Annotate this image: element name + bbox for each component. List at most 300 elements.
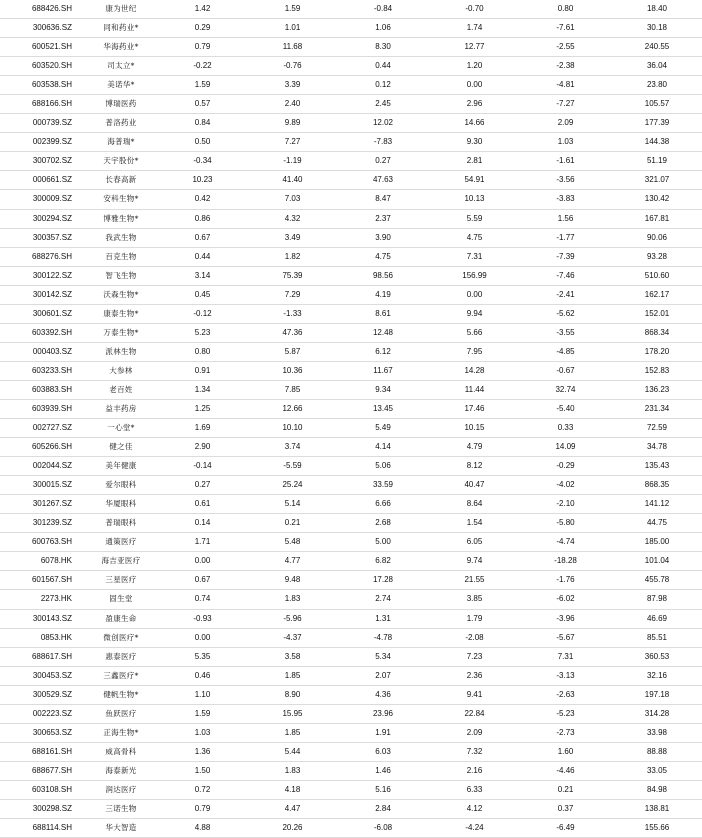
table-row — [0, 266, 702, 285]
value-cell: 1.74 — [430, 19, 519, 38]
value-cell: 9.48 — [249, 571, 336, 590]
value-cell: -3.56 — [519, 171, 612, 190]
table-row — [0, 342, 702, 361]
value-cell: 4.18 — [249, 780, 336, 799]
value-cell: 1.85 — [249, 666, 336, 685]
table-row — [0, 171, 702, 190]
table-row — [0, 380, 702, 399]
value-cell: 4.47 — [249, 799, 336, 818]
value-cell: 7.95 — [430, 342, 519, 361]
company-name-cell: 智飞生物 — [86, 266, 156, 285]
value-cell: 10.23 — [156, 171, 249, 190]
company-name-cell: 三诺生物 — [86, 799, 156, 818]
company-name-cell: 普洛药业 — [86, 114, 156, 133]
value-cell: 0.00 — [430, 76, 519, 95]
value-cell: 5.59 — [430, 209, 519, 228]
company-name-cell: 万泰生物* — [86, 323, 156, 342]
value-cell: 3.39 — [249, 76, 336, 95]
value-cell: -7.61 — [519, 19, 612, 38]
value-cell: 0.50 — [156, 133, 249, 152]
company-name-cell: 百克生物 — [86, 247, 156, 266]
company-name-cell: 博雅生物* — [86, 209, 156, 228]
stock-code-cell: 300529.SZ — [0, 685, 86, 704]
value-cell: 136.23 — [612, 380, 702, 399]
table-row — [0, 209, 702, 228]
value-cell: -0.29 — [519, 457, 612, 476]
table-row — [0, 704, 702, 723]
value-cell: -18.28 — [519, 552, 612, 571]
value-cell: 12.48 — [336, 323, 430, 342]
stock-code-cell: 300298.SZ — [0, 799, 86, 818]
value-cell: 240.55 — [612, 38, 702, 57]
stock-code-cell: 300143.SZ — [0, 609, 86, 628]
stock-code-cell: 688114.SH — [0, 819, 86, 838]
value-cell: -4.81 — [519, 76, 612, 95]
value-cell: 1.83 — [249, 761, 336, 780]
company-name-cell: 海吉亚医疗 — [86, 552, 156, 571]
value-cell: 1.59 — [156, 76, 249, 95]
table-row — [0, 628, 702, 647]
company-name-cell: 三鑫医疗* — [86, 666, 156, 685]
value-cell: 7.32 — [430, 742, 519, 761]
table-row — [0, 304, 702, 323]
company-name-cell: 华厦眼科 — [86, 495, 156, 514]
company-name-cell: 正海生物* — [86, 723, 156, 742]
value-cell: -4.37 — [249, 628, 336, 647]
company-name-cell: 普瑞眼科 — [86, 514, 156, 533]
value-cell: -1.33 — [249, 304, 336, 323]
stock-code-cell: 002727.SZ — [0, 419, 86, 438]
value-cell: 2.09 — [519, 114, 612, 133]
stock-code-cell: 300453.SZ — [0, 666, 86, 685]
company-name-cell: 博瑞医药 — [86, 95, 156, 114]
value-cell: 0.45 — [156, 285, 249, 304]
table-row — [0, 533, 702, 552]
value-cell: -1.76 — [519, 571, 612, 590]
value-cell: 0.21 — [519, 780, 612, 799]
stock-code-cell: 301239.SZ — [0, 514, 86, 533]
value-cell: -0.12 — [156, 304, 249, 323]
value-cell: 5.14 — [249, 495, 336, 514]
value-cell: 4.88 — [156, 819, 249, 838]
stock-code-cell: 300653.SZ — [0, 723, 86, 742]
stock-code-cell: 300357.SZ — [0, 228, 86, 247]
stock-code-cell: 300601.SZ — [0, 304, 86, 323]
stock-code-cell: 002223.SZ — [0, 704, 86, 723]
company-name-cell: 固生堂 — [86, 590, 156, 609]
value-cell: 2.36 — [430, 666, 519, 685]
value-cell: 360.53 — [612, 647, 702, 666]
value-cell: 0.14 — [156, 514, 249, 533]
value-cell: -4.85 — [519, 342, 612, 361]
value-cell: -7.27 — [519, 95, 612, 114]
value-cell: 12.66 — [249, 399, 336, 418]
value-cell: 13.45 — [336, 399, 430, 418]
value-cell: 12.02 — [336, 114, 430, 133]
value-cell: -4.24 — [430, 819, 519, 838]
value-cell: 5.06 — [336, 457, 430, 476]
value-cell: 2.90 — [156, 438, 249, 457]
value-cell: 5.35 — [156, 647, 249, 666]
value-cell: 9.30 — [430, 133, 519, 152]
value-cell: 3.58 — [249, 647, 336, 666]
value-cell: 197.18 — [612, 685, 702, 704]
table-row — [0, 0, 702, 19]
value-cell: 8.61 — [336, 304, 430, 323]
value-cell: -1.77 — [519, 228, 612, 247]
value-cell: 10.36 — [249, 361, 336, 380]
value-cell: 8.90 — [249, 685, 336, 704]
company-name-cell: 安科生物* — [86, 190, 156, 209]
value-cell: 84.98 — [612, 780, 702, 799]
stock-code-cell: 603108.SH — [0, 780, 86, 799]
stock-code-cell: 300122.SZ — [0, 266, 86, 285]
value-cell: 1.01 — [249, 19, 336, 38]
value-cell: 4.14 — [336, 438, 430, 457]
value-cell: 44.75 — [612, 514, 702, 533]
value-cell: 15.95 — [249, 704, 336, 723]
value-cell: 0.44 — [156, 247, 249, 266]
value-cell: -2.10 — [519, 495, 612, 514]
company-name-cell: 盈康生命 — [86, 609, 156, 628]
value-cell: 1.82 — [249, 247, 336, 266]
stock-code-cell: 0853.HK — [0, 628, 86, 647]
value-cell: 231.34 — [612, 399, 702, 418]
value-cell: 5.16 — [336, 780, 430, 799]
value-cell: 6.66 — [336, 495, 430, 514]
table-row — [0, 361, 702, 380]
company-name-cell: 康为世纪 — [86, 0, 156, 19]
company-name-cell: 健帆生物* — [86, 685, 156, 704]
table-row — [0, 419, 702, 438]
value-cell: 10.13 — [430, 190, 519, 209]
value-cell: 0.27 — [156, 476, 249, 495]
stock-code-cell: 300015.SZ — [0, 476, 86, 495]
value-cell: -2.73 — [519, 723, 612, 742]
company-name-cell: 康泰生物* — [86, 304, 156, 323]
value-cell: 7.03 — [249, 190, 336, 209]
value-cell: -0.84 — [336, 0, 430, 19]
stock-code-cell: 300142.SZ — [0, 285, 86, 304]
table-row — [0, 799, 702, 818]
company-name-cell: 我武生物 — [86, 228, 156, 247]
value-cell: -4.02 — [519, 476, 612, 495]
table-row — [0, 723, 702, 742]
table-row — [0, 228, 702, 247]
value-cell: -5.67 — [519, 628, 612, 647]
value-cell: 12.77 — [430, 38, 519, 57]
value-cell: 1.54 — [430, 514, 519, 533]
value-cell: 0.91 — [156, 361, 249, 380]
company-name-cell: 一心堂* — [86, 419, 156, 438]
stock-code-cell: 000739.SZ — [0, 114, 86, 133]
value-cell: 0.27 — [336, 152, 430, 171]
value-cell: 1.71 — [156, 533, 249, 552]
value-cell: 314.28 — [612, 704, 702, 723]
value-cell: 1.31 — [336, 609, 430, 628]
value-cell: 135.43 — [612, 457, 702, 476]
stock-code-cell: 688677.SH — [0, 761, 86, 780]
value-cell: 5.34 — [336, 647, 430, 666]
value-cell: 510.60 — [612, 266, 702, 285]
value-cell: -0.93 — [156, 609, 249, 628]
value-cell: 0.84 — [156, 114, 249, 133]
value-cell: 7.31 — [430, 247, 519, 266]
value-cell: -6.49 — [519, 819, 612, 838]
value-cell: 7.27 — [249, 133, 336, 152]
value-cell: 0.80 — [156, 342, 249, 361]
value-cell: 21.55 — [430, 571, 519, 590]
value-cell: 0.42 — [156, 190, 249, 209]
value-cell: 321.07 — [612, 171, 702, 190]
value-cell: 9.34 — [336, 380, 430, 399]
table-row — [0, 152, 702, 171]
value-cell: -5.23 — [519, 704, 612, 723]
value-cell: -7.46 — [519, 266, 612, 285]
value-cell: 10.15 — [430, 419, 519, 438]
value-cell: -6.02 — [519, 590, 612, 609]
value-cell: 14.09 — [519, 438, 612, 457]
value-cell: 88.88 — [612, 742, 702, 761]
value-cell: 3.85 — [430, 590, 519, 609]
value-cell: 5.48 — [249, 533, 336, 552]
stock-code-cell: 300009.SZ — [0, 190, 86, 209]
stock-code-cell: 000403.SZ — [0, 342, 86, 361]
value-cell: 162.17 — [612, 285, 702, 304]
value-cell: -0.22 — [156, 57, 249, 76]
value-cell: -4.78 — [336, 628, 430, 647]
value-cell: -2.08 — [430, 628, 519, 647]
value-cell: 1.34 — [156, 380, 249, 399]
value-cell: 98.56 — [336, 266, 430, 285]
company-name-cell: 老百姓 — [86, 380, 156, 399]
value-cell: 8.47 — [336, 190, 430, 209]
table-row — [0, 76, 702, 95]
stock-code-cell: 600763.SH — [0, 533, 86, 552]
table-row — [0, 133, 702, 152]
value-cell: -5.80 — [519, 514, 612, 533]
table-row — [0, 685, 702, 704]
value-cell: 2.45 — [336, 95, 430, 114]
value-cell: 0.46 — [156, 666, 249, 685]
value-cell: 10.10 — [249, 419, 336, 438]
value-cell: 1.59 — [249, 0, 336, 19]
value-cell: 144.38 — [612, 133, 702, 152]
value-cell: 2.81 — [430, 152, 519, 171]
value-cell: -5.59 — [249, 457, 336, 476]
company-name-cell: 微创医疗* — [86, 628, 156, 647]
value-cell: 54.91 — [430, 171, 519, 190]
stock-code-cell: 603939.SH — [0, 399, 86, 418]
table-row — [0, 647, 702, 666]
value-cell: 6.12 — [336, 342, 430, 361]
company-name-cell: 威高骨科 — [86, 742, 156, 761]
value-cell: 2.74 — [336, 590, 430, 609]
value-cell: -5.62 — [519, 304, 612, 323]
value-cell: 0.00 — [156, 552, 249, 571]
value-cell: 185.00 — [612, 533, 702, 552]
stock-code-cell: 301267.SZ — [0, 495, 86, 514]
stock-code-cell: 688161.SH — [0, 742, 86, 761]
value-cell: 1.10 — [156, 685, 249, 704]
company-name-cell: 爱尔眼科 — [86, 476, 156, 495]
company-name-cell: 美年健康 — [86, 457, 156, 476]
value-cell: -4.74 — [519, 533, 612, 552]
value-cell: 5.66 — [430, 323, 519, 342]
stock-code-cell: 605266.SH — [0, 438, 86, 457]
value-cell: -2.38 — [519, 57, 612, 76]
value-cell: -4.46 — [519, 761, 612, 780]
company-name-cell: 派林生物 — [86, 342, 156, 361]
value-cell: 7.31 — [519, 647, 612, 666]
value-cell: 152.83 — [612, 361, 702, 380]
value-cell: 1.25 — [156, 399, 249, 418]
value-cell: 72.59 — [612, 419, 702, 438]
value-cell: 22.84 — [430, 704, 519, 723]
company-name-cell: 天宇股份* — [86, 152, 156, 171]
table-row — [0, 285, 702, 304]
value-cell: 4.32 — [249, 209, 336, 228]
company-name-cell: 美诺华* — [86, 76, 156, 95]
value-cell: 9.94 — [430, 304, 519, 323]
company-name-cell: 健之佳 — [86, 438, 156, 457]
value-cell: 1.56 — [519, 209, 612, 228]
value-cell: 33.98 — [612, 723, 702, 742]
stock-code-cell: 603883.SH — [0, 380, 86, 399]
company-name-cell: 沃森生物* — [86, 285, 156, 304]
table-row — [0, 495, 702, 514]
company-name-cell: 鱼跃医疗 — [86, 704, 156, 723]
value-cell: 0.44 — [336, 57, 430, 76]
value-cell: 130.42 — [612, 190, 702, 209]
value-cell: 5.23 — [156, 323, 249, 342]
value-cell: 0.74 — [156, 590, 249, 609]
value-cell: 1.03 — [519, 133, 612, 152]
value-cell: 1.42 — [156, 0, 249, 19]
value-cell: 155.66 — [612, 819, 702, 838]
company-name-cell: 通策医疗 — [86, 533, 156, 552]
table-row — [0, 819, 702, 838]
value-cell: 18.40 — [612, 0, 702, 19]
value-cell: 156.99 — [430, 266, 519, 285]
value-cell: 455.78 — [612, 571, 702, 590]
value-cell: 51.19 — [612, 152, 702, 171]
value-cell: 11.68 — [249, 38, 336, 57]
value-cell: 1.20 — [430, 57, 519, 76]
value-cell: 32.74 — [519, 380, 612, 399]
value-cell: 23.96 — [336, 704, 430, 723]
value-cell: 2.16 — [430, 761, 519, 780]
value-cell: 1.36 — [156, 742, 249, 761]
value-cell: 3.74 — [249, 438, 336, 457]
value-cell: 152.01 — [612, 304, 702, 323]
value-cell: 32.16 — [612, 666, 702, 685]
value-cell: 3.14 — [156, 266, 249, 285]
value-cell: 3.90 — [336, 228, 430, 247]
value-cell: 0.72 — [156, 780, 249, 799]
value-cell: 1.46 — [336, 761, 430, 780]
table-row — [0, 323, 702, 342]
value-cell: 2.09 — [430, 723, 519, 742]
value-cell: 6.82 — [336, 552, 430, 571]
stock-code-cell: 000661.SZ — [0, 171, 86, 190]
company-name-cell: 华海药业* — [86, 38, 156, 57]
value-cell: 2.68 — [336, 514, 430, 533]
value-cell: 0.86 — [156, 209, 249, 228]
value-cell: 85.51 — [612, 628, 702, 647]
value-cell: 5.87 — [249, 342, 336, 361]
value-cell: 105.57 — [612, 95, 702, 114]
value-cell: 1.03 — [156, 723, 249, 742]
value-cell: -0.70 — [430, 0, 519, 19]
stock-code-cell: 002044.SZ — [0, 457, 86, 476]
value-cell: 1.83 — [249, 590, 336, 609]
value-cell: 75.39 — [249, 266, 336, 285]
table-row — [0, 780, 702, 799]
stock-code-cell: 300702.SZ — [0, 152, 86, 171]
value-cell: 23.80 — [612, 76, 702, 95]
table-row — [0, 247, 702, 266]
value-cell: 14.66 — [430, 114, 519, 133]
value-cell: -2.63 — [519, 685, 612, 704]
table-row — [0, 761, 702, 780]
value-cell: 0.21 — [249, 514, 336, 533]
value-cell: 33.05 — [612, 761, 702, 780]
value-cell: 11.44 — [430, 380, 519, 399]
value-cell: -5.40 — [519, 399, 612, 418]
value-cell: 0.67 — [156, 228, 249, 247]
value-cell: 36.04 — [612, 57, 702, 76]
table-row — [0, 666, 702, 685]
value-cell: 167.81 — [612, 209, 702, 228]
value-cell: 9.41 — [430, 685, 519, 704]
value-cell: 0.33 — [519, 419, 612, 438]
table-row — [0, 114, 702, 133]
table-row — [0, 57, 702, 76]
value-cell: 1.85 — [249, 723, 336, 742]
value-cell: 6.05 — [430, 533, 519, 552]
value-cell: 5.00 — [336, 533, 430, 552]
table-row — [0, 95, 702, 114]
company-name-cell: 司太立* — [86, 57, 156, 76]
value-cell: 4.12 — [430, 799, 519, 818]
value-cell: 33.59 — [336, 476, 430, 495]
value-cell: 17.46 — [430, 399, 519, 418]
value-cell: 4.36 — [336, 685, 430, 704]
value-cell: 93.28 — [612, 247, 702, 266]
company-name-cell: 三星医疗 — [86, 571, 156, 590]
value-cell: 2.37 — [336, 209, 430, 228]
company-name-cell: 长春高新 — [86, 171, 156, 190]
stock-code-cell: 600521.SH — [0, 38, 86, 57]
value-cell: 46.69 — [612, 609, 702, 628]
value-cell: 47.36 — [249, 323, 336, 342]
value-cell: 6.33 — [430, 780, 519, 799]
value-cell: 90.06 — [612, 228, 702, 247]
value-cell: 868.34 — [612, 323, 702, 342]
value-cell: 87.98 — [612, 590, 702, 609]
value-cell: -3.55 — [519, 323, 612, 342]
table-row — [0, 38, 702, 57]
value-cell: 101.04 — [612, 552, 702, 571]
stock-code-cell: 603520.SH — [0, 57, 86, 76]
stock-code-cell: 603392.SH — [0, 323, 86, 342]
value-cell: 0.12 — [336, 76, 430, 95]
value-cell: 1.59 — [156, 704, 249, 723]
value-cell: 25.24 — [249, 476, 336, 495]
stock-code-cell: 603538.SH — [0, 76, 86, 95]
value-cell: 0.79 — [156, 38, 249, 57]
